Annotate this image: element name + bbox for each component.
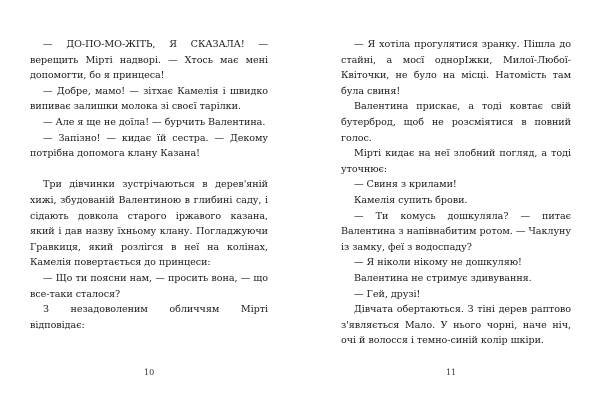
left-paragraph: — Добре, мамо! — зітхає Камелія і швидко випиває залишки молока зі своєї тарілки. <box>30 85 268 113</box>
right-paragraph: — Я ніколи нікому не дошкуляю! <box>354 257 522 269</box>
right-page <box>300 0 600 402</box>
left-paragraph: — Запізно! — кидає їй сестра. — Декому потрібна допомога клану Казана! <box>30 132 268 160</box>
section-break <box>30 162 268 178</box>
right-paragraph: — Я хотіла прогулятися зранку. Пішла до стайні, а мосї однорІжки, Милої-Любої-Квіточки, не було на місці. Натомість там була свиня! <box>341 39 571 97</box>
right-paragraph: Камелія супить брови. <box>354 194 468 206</box>
left-paragraph: Три дівчинки зустрічаються в дерев'яній хижі, збудованій Валентиною в глибині саду, і сідають довкола старого іржавого казана, який і дав назву їхньому клану. Погладжуючи Гравкиця, який розлігся в неї на колінах, Камелія повертається до принцеси: <box>30 179 268 269</box>
right-paragraph: — Гей, друзі! <box>354 288 421 300</box>
right-paragraph: Валентина прискає, а тоді ковтає свій бутерброд, щоб не розсміятися в повний голос. <box>341 101 571 144</box>
right-paragraph: — Свиня з крилами! <box>354 179 457 191</box>
right-paragraph: Мірті кидає на неї злобний погляд, а тоді уточнює: <box>341 148 571 175</box>
right-paragraph: Валентина не стримує здивування. <box>354 272 532 284</box>
left-paragraph: — Але я ще не доїла! — бурчить Валентина. <box>43 116 266 128</box>
left-paragraph: З незадоволеним обличчям Мірті відповідає: <box>30 304 268 331</box>
left-page-text <box>30 37 268 333</box>
left-paragraph: — Що ти поясни нам, — просить вона, — що все-таки сталося? <box>30 272 268 300</box>
page-number-left: 10 <box>144 368 155 377</box>
right-paragraph: Дівчата обертаються. З тіні дерев раптово з'являється Мало. У нього чорні, наче ніч, очі й волосся і темно-синій колір шкіри. <box>341 304 571 347</box>
right-paragraph: — Ти комусь дошкуляла? — питає Валентина з напівнабитим ротом. — Чаклуну із замку, феї з водоспаду? <box>341 210 571 253</box>
right-page-text <box>341 37 571 349</box>
left-paragraph: — ДО-ПО-МО-ЖІТЬ, Я СКАЗАЛА! — верещить Мірті надворі. — Хтось має мені допомогти, бо я принцеса! <box>30 39 268 82</box>
page-number-right: 11 <box>446 368 457 377</box>
